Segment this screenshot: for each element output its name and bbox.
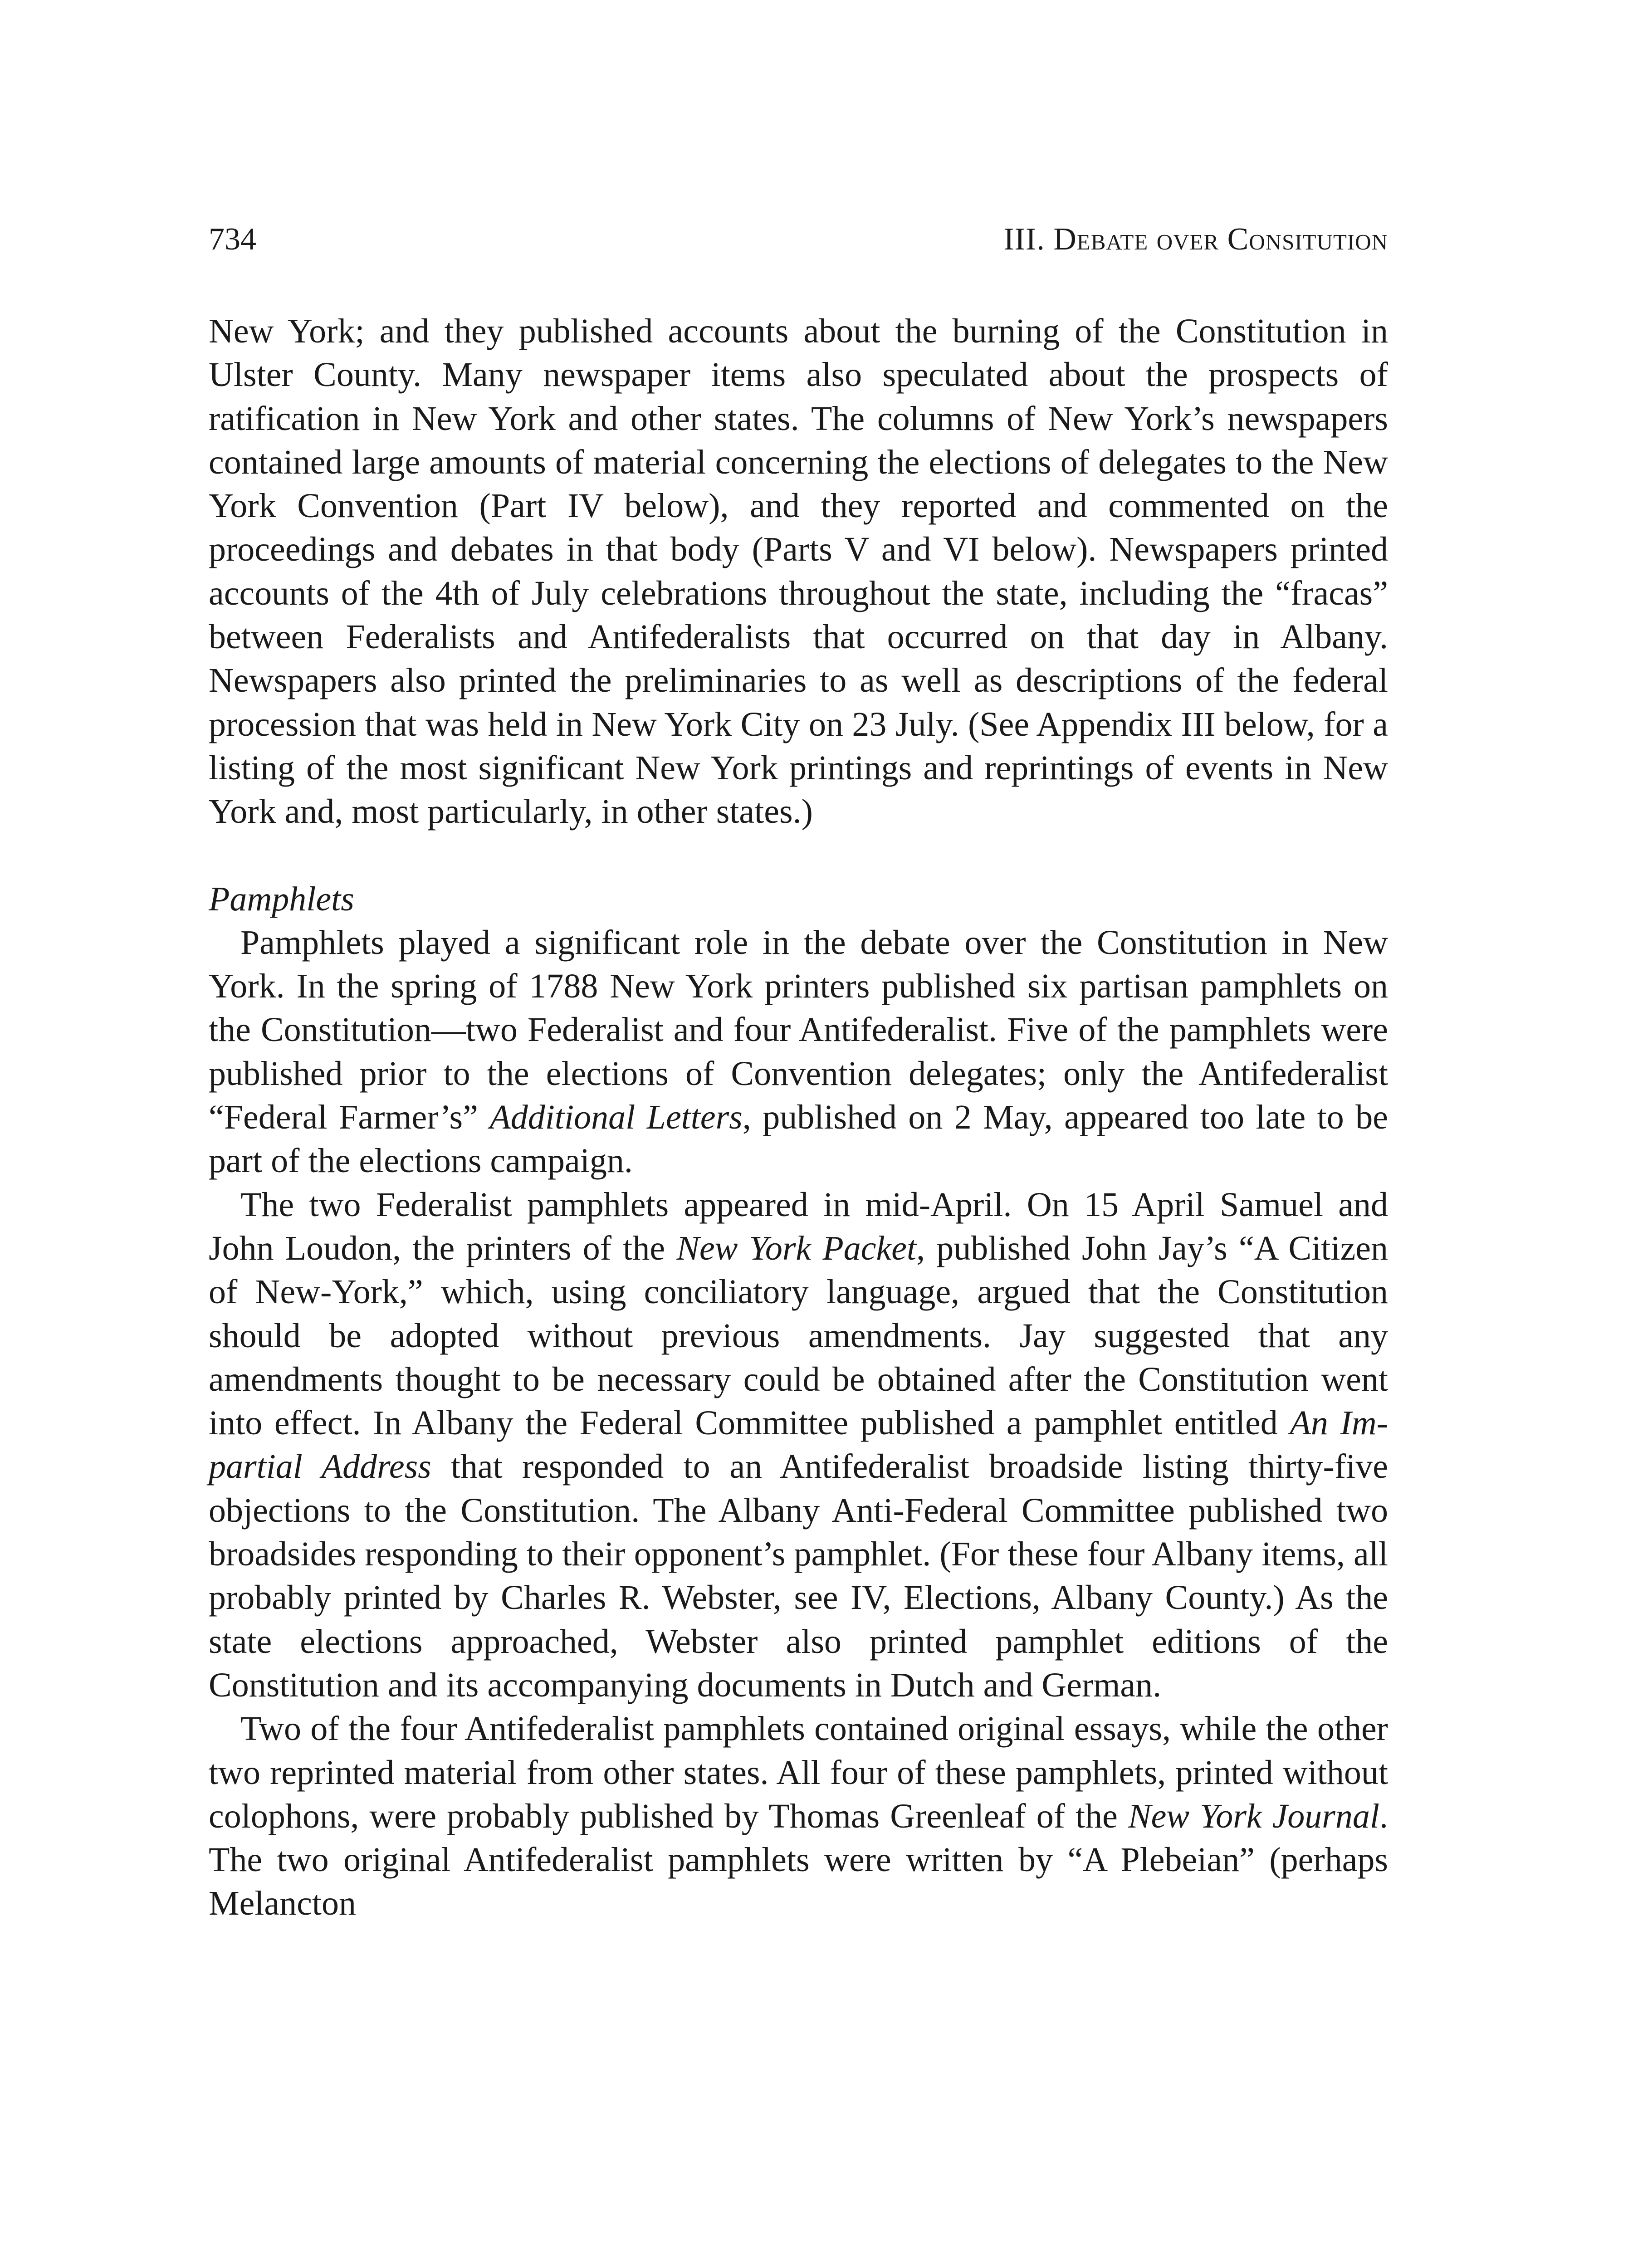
title-additional-letters: Additional Letters bbox=[489, 1098, 743, 1137]
title-new-york-packet: New York Packet bbox=[676, 1229, 917, 1267]
document-page bbox=[209, 218, 1388, 1926]
running-title: III. Debate over Consitution bbox=[1003, 222, 1388, 257]
paragraph-text: Two of the four Antifederalist pamphlets contained original essays, while the other two reprinted material from other states. All four of these pamphlets, printed without colophons, were probably published by Thomas Greenleaf of the bbox=[209, 1710, 1388, 1835]
paragraph-text: , published John Jay’s “A Citizen of New-York,” which, using conciliatory language, argued that the Constitution should be adopted without previous amendments. Jay suggested that any amendments thought to be necessary could be obtained after the Constitution went into effect. In Albany the Federal Committee published a pamphlet entitled bbox=[209, 1229, 1388, 1442]
page-number: 734 bbox=[209, 222, 256, 257]
paragraph-text: The two Federalist pamphlets appeared in mid-April. On 15 April Samuel and John Loudon, the printers of the bbox=[209, 1185, 1388, 1267]
title-an-impartial-address: An Impartial Address bbox=[209, 1404, 1388, 1486]
body-paragraph-3 bbox=[209, 1183, 1388, 1707]
title-new-york-journal: New York Journal bbox=[1128, 1797, 1379, 1835]
body-paragraph-4 bbox=[209, 1707, 1388, 1925]
body-paragraph-1: New York; and they published accounts about the burning of the Constitution in Ulster County. Many newspaper items also speculated about the prospects of ratification in New York and other states. The columns of New York’s newspapers contained large amounts of material concerning the elections of delegates to the New York Convention (Part IV below), and they reported and commented on the proceedings and debates in that body (Parts V and VI below). Newspapers printed accounts of the 4th of July celebrations throughout the state, including the “fracas” between Federalists and Antifederalists that occurred on that day in Albany. Newspapers also printed the preliminaries to as well as descriptions of the federal procession that was held in New York City on 23 July. (See Appendix III below, for a listing of the most significant New York printings and reprintings of events in New York and, most particularly, in other states.) bbox=[209, 312, 1388, 831]
section-heading: Pamphlets bbox=[209, 880, 354, 918]
paragraph-text: Pamphlets played a significant role in the debate over the Constitution in New York. In the spring of 1788 New York printers published six partisan pamphlets on the Constitution—two Federalist and four Antifederalist. Five of the pamphlets were published prior to the elections of Convention delegates; only the Antifederalist “Federal Farmer’s” bbox=[209, 923, 1388, 1137]
paragraph-text: . The two original Antifederalist pamphlets were written by “A Plebeian” (perhaps Melancton bbox=[209, 1797, 1388, 1923]
paragraph-text: , published on 2 May, appeared too late to be part of the elections campaign. bbox=[209, 1098, 1389, 1180]
running-head bbox=[209, 218, 1388, 261]
paragraph-text: that responded to an Antifederalist broadside listing thirty-five objections to the Constitution. The Albany Anti-Federal Committee published two broadsides responding to their opponent’s pamphlet. (For these four Albany items, all probably printed by Charles R. Webster, see IV, Elections, Albany County.) As the state elections approached, Webster also printed pamphlet editions of the Constitution and its accompanying documents in Dutch and German. bbox=[209, 1447, 1388, 1704]
body-paragraph-2 bbox=[209, 921, 1388, 1183]
